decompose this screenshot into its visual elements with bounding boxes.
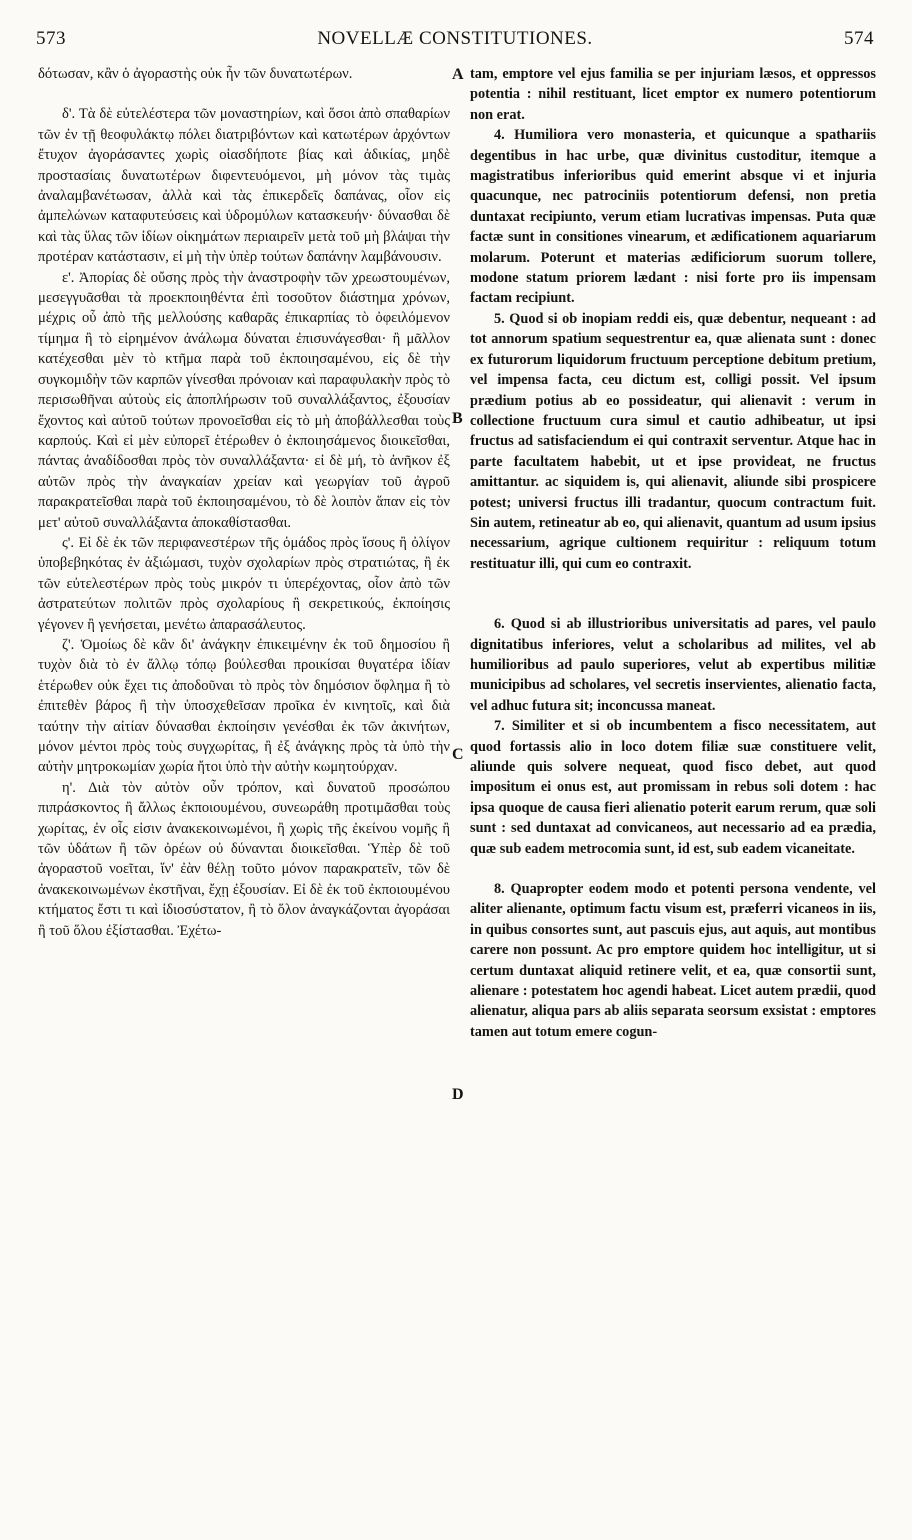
page-number-right: 574 bbox=[844, 28, 874, 49]
greek-paragraph: δ'. Τὰ δὲ εὐτελέστερα τῶν μοναστηρίων, καὶ ὅσοι ἀπὸ σπαθαρίων τῶν ἐν τῇ θεοφυλάκτῳ πόλει διατριβόντων καὶ κατωτέρων ἀρχόντων ἔτυχον ἀγοράσαντες χωρὶς οἱασδήποτε βίας καὶ ἀδικίας, μηδὲ προστασίαις δυνατωτέρων διφεντευόμενοι, μὴ μόνον τὰς τιμὰς ἀναλαμβανέτωσαν, ἀλλὰ καὶ τὰς ἐπικερδεῖς δαπάνας, οἷον εἰς ἀμπελώνων καταφυτεύσεις καὶ ὑδρομύλων κατασκευήν· δύνασθαι δὲ καὶ τὰς ὕλας τῶν ἰδίων οἰκημάτων περιαιρεῖν μετὰ τοῦ μὴ βλάψαι τὴν προτέραν κατάστασιν, εἰ μὴ τὴν ὑπὲρ τούτων δαπάνην λαμβάνουσιν. bbox=[38, 106, 450, 266]
greek-paragraph: ζ'. Ὁμοίως δὲ κἂν δι' ἀνάγκην ἐπικειμένην ἐκ τοῦ δημοσίου ἢ τυχὸν διὰ τὸ ἐν ἄλλῳ τόπῳ βούλεσθαι προικίσαι θυγατέρα ἰδίαν ἑτέρωθεν οὐκ ἔχει τις ἀποδοῦναι τὸ πρὸς τὸν δημόσιον ὄφλημα ἢ τὸ ἐπιτεθὲν βάρος ἢ τὴν ὑποσχεθεῖσαν προῖκα ἐν κινητοῖς, καὶ διὰ ταύτην τὴν αἰτίαν δύνασθαι ἐκποίησιν γενέσθαι ἐκ τῶν ἀκινήτων, μόνον μέντοι πρὸς τοὺς συγχωρίτας, ἢ ἐξ ἀνάγκης πρὸς τὰ ὑπὸ τὴν αὐτὴν μητροκωμίαν χωρία ἤτοι ὑπὸ τὴν αὐτὴν κωμητούρχαν. bbox=[38, 636, 450, 776]
running-title: NOVELLÆ CONSTITUTIONES. bbox=[317, 28, 593, 49]
section-marker-a: A bbox=[452, 66, 464, 83]
latin-paragraph: 4. Humiliora vero monasteria, et quicunque a spathariis degentibus in hac urbe, quæ divinitus custoditur, itemque a magistratibus inferioribus quid emerint absque vi et injuria quacunque, nec patrociniis potentiorum defensi, non pretia duntaxat recipiunto, verum etiam lucrativas impensas. Puta quæ factæ sunt in consitiones vinearum, et ædificationem aquariarum molarum. Poterunt et materias ædificiorum suorum tollere, modone statum priorem lædant : nisi forte pro iis impensam factam recipiunt. bbox=[470, 127, 876, 307]
page-header bbox=[36, 28, 874, 58]
page-number-left: 573 bbox=[36, 28, 66, 49]
latin-column bbox=[470, 64, 876, 1042]
section-marker-c: C bbox=[452, 746, 464, 763]
spacer bbox=[470, 859, 876, 879]
latin-paragraph: 7. Similiter et si ob incumbentem a fisco necessitatem, aut quod fortassis alio in loco dotem filiæ suæ constituere velit, aliunde quis solvere nequeat, quod fisco debet, aut quod impositum ei onus est, aut promissam in rebus soli dotem : hac ipsa quoque de causa fieri alienatio poterit earum rerum, quæ soli sunt : sed duntaxat ad convicaneos, aut necessario ad ea prædia, quæ sub eadem metrocomia sunt, id est, sub eadem vicaneitate. bbox=[470, 718, 876, 857]
section-marker-d: D bbox=[452, 1086, 464, 1103]
greek-paragraph: δότωσαν, κἂν ὁ ἀγοραστὴς οὐκ ἦν τῶν δυνατωτέρων. bbox=[38, 66, 353, 82]
latin-paragraph: 6. Quod si ab illustrioribus universitatis ad pares, vel paulo dignitatibus inferiores, velut a scholaribus ad milites, vel ab humilioribus ad paulo superiores, velut ab expertibus militiæ municipibus ad scholares, vel secretis inservientes, alienatio facta, vel adhuc futura sit; inconcussa maneat. bbox=[470, 616, 876, 714]
spacer bbox=[38, 84, 450, 104]
spacer bbox=[470, 574, 876, 614]
greek-column bbox=[38, 64, 450, 941]
latin-paragraph: 8. Quapropter eodem modo et potenti persona vendente, vel aliter alienante, optimum factu visum est, præferri vicaneos in iis, in quibus consortes sunt, aut pascuis ejus, aut aquis, aut montibus carere non possunt. Ac pro emptore quidem hoc intelligitur, ut si certum duntaxat aliquid retinere velit, et ea, quæ consortii sunt, alienare : potestatem hoc agendi habeat. Licet autem prædii, quod alienatur, aliqua pars ab aliis separata seorsum exsistat : emptores tamen aut totum emere cogun- bbox=[470, 881, 876, 1040]
section-marker-b: B bbox=[452, 410, 463, 427]
latin-paragraph: 5. Quod si ob inopiam reddi eis, quæ debentur, nequeant : ad tot annorum spatium sequestrentur ea, quæ alienata sunt : donec ex futurorum liquidorum fructuum perceptione debitum pretium, vel impensa facta, ceu dictum est, colligi possit. Vel ipsum prædium potius ab eo possideatur, qui alienavit : verum in collectione fructuum cura simul et cautio adhibeatur, ut ipsi fructus ad satisfaciendum ei qui contraxit serventur. Atque hac in parte facultatem habebit, ut et ipse provideat, ne fructus amittantur. ac siquidem is, qui alienavit, aliunde sibi prospicere potest; universi fructus illi tradantur, quocum contractum fuit. Sin autem, retineatur ab eo, qui alienavit, quantum ad usum ipsius necessarium, agrique cultionem requiritur : reliquum totum restituatur illi, qui cum eo contraxit. bbox=[470, 310, 876, 572]
greek-paragraph: η'. Διὰ τὸν αὐτὸν οὖν τρόπον, καὶ δυνατοῦ προσώπου πιπράσκοντος ἢ ἄλλως ἐκποιουμένου, συνεωράθη προτιμᾶσθαι τοὺς χωρίτας, ἐν οἷς εἰσιν ἀνακεκοινωμένοι, ἢ χωρὶς τῆς ἐκείνου νομῆς ἢ τῶν ὑδάτων ἢ τῶν ὀρέων οὐ δύνανται διοικεῖσθαι. Ὑπὲρ δὲ τοῦ ἀγοραστοῦ νοεῖται, ἵν' ἐὰν θέλῃ τοῦτο μόνον παρακρατεῖν, τῶν δὲ ἀνακεκοινωμένων ἐκστῆναι, ἔχῃ ἐξουσίαν. Εἰ δὲ ἐκ τοῦ ἐκποιουμένου κτήματος ἔστι τι καὶ ἰδιοσύστατον, ἢ τὸ ὅλον ἀναγκάζονται ἀγοράσαι ἢ τοῦ ὅλου ἐξίστασθαι. Ἐχέτω- bbox=[38, 779, 450, 939]
latin-paragraph: tam, emptore vel ejus familia se per injuriam læsos, et oppressos potentia : nihil restituant, licet emptor ex numero potentiorum non erat. bbox=[470, 66, 876, 123]
greek-paragraph: ς'. Εἰ δὲ ἐκ τῶν περιφανεστέρων τῆς ὁμάδος πρὸς ἴσους ἢ ὀλίγον ὑποβεβηκότας ἐν ἀξιώμασι, τυχὸν σχολαρίων πρὸς στρατιώτας, ἢ ἐκ τῶν εὐτελεστέρων πρὸς τοὺς μικρόν τι ὑπερέχοντας, οἷον ἀπὸ τῶν ἀστρατεύτων πολιτῶν πρὸς σχολαρίους ἢ σεκρετικούς, ἐκποίησις γέγονεν ἢ γενήσεται, μενέτω ἀπαρασάλευτος. bbox=[38, 534, 450, 633]
greek-paragraph: ε'. Ἀπορίας δὲ οὔσης πρὸς τὴν ἀναστροφὴν τῶν χρεωστουμένων, μεσεγγυᾶσθαι τὰ προεκποιηθέντα ἐπὶ τοσοῦτον διάστημα χρόνων, μέχρις οὗ ἀπὸ τῆς μελλούσης καθαρᾶς ἐπικαρπίας τὸ ὀφειλόμενον τίμημα ἢ τὸ εἰρημένον ἀνάλωμα δύναται ἐπισυνάγεσθαι· ἢ μᾶλλον κατέχεσθαι μὲν τὸ κτῆμα παρὰ τοῦ ἐκποιησαμένου, εἰς δὲ τὴν συγκομιδὴν τῶν καρπῶν γίνεσθαι πρόνοιαν καὶ παραφυλακὴν πρὸς τὸ περισωθῆναι αὐτοὺς εἰς ἀποπλήρωσιν τοῦ συναλλάξαντος, ἐξουσίαν ἔχοντος καὶ αὐτοῦ τούτων προνοεῖσθαι εἰς τὸ μὴ ἀποβάλλεσθαι τοὺς καρπούς. Καὶ εἰ μὲν εὐπορεῖ ἑτέρωθεν ὁ ἐκποιησάμενος διοικεῖσθαι, πάντας ἀναδίδοσθαι πρὸς τὸν συναλλάξαντα· εἰ δὲ μή, τὸ ἀνῆκον ἐξ αὐτῶν πρὸς τὴν ἀναγκαίαν χρείαν καὶ γεωργίαν τοῦ ἀγροῦ παρακρατεῖσθαι παρὰ τοῦ ἐκποιησαμένου, τὸ δὲ λοιπὸν ἅπαν εἰς τὸν μετ' αὐτοῦ συναλλάξαντα ἀποκαθίστασθαι. bbox=[38, 269, 450, 531]
